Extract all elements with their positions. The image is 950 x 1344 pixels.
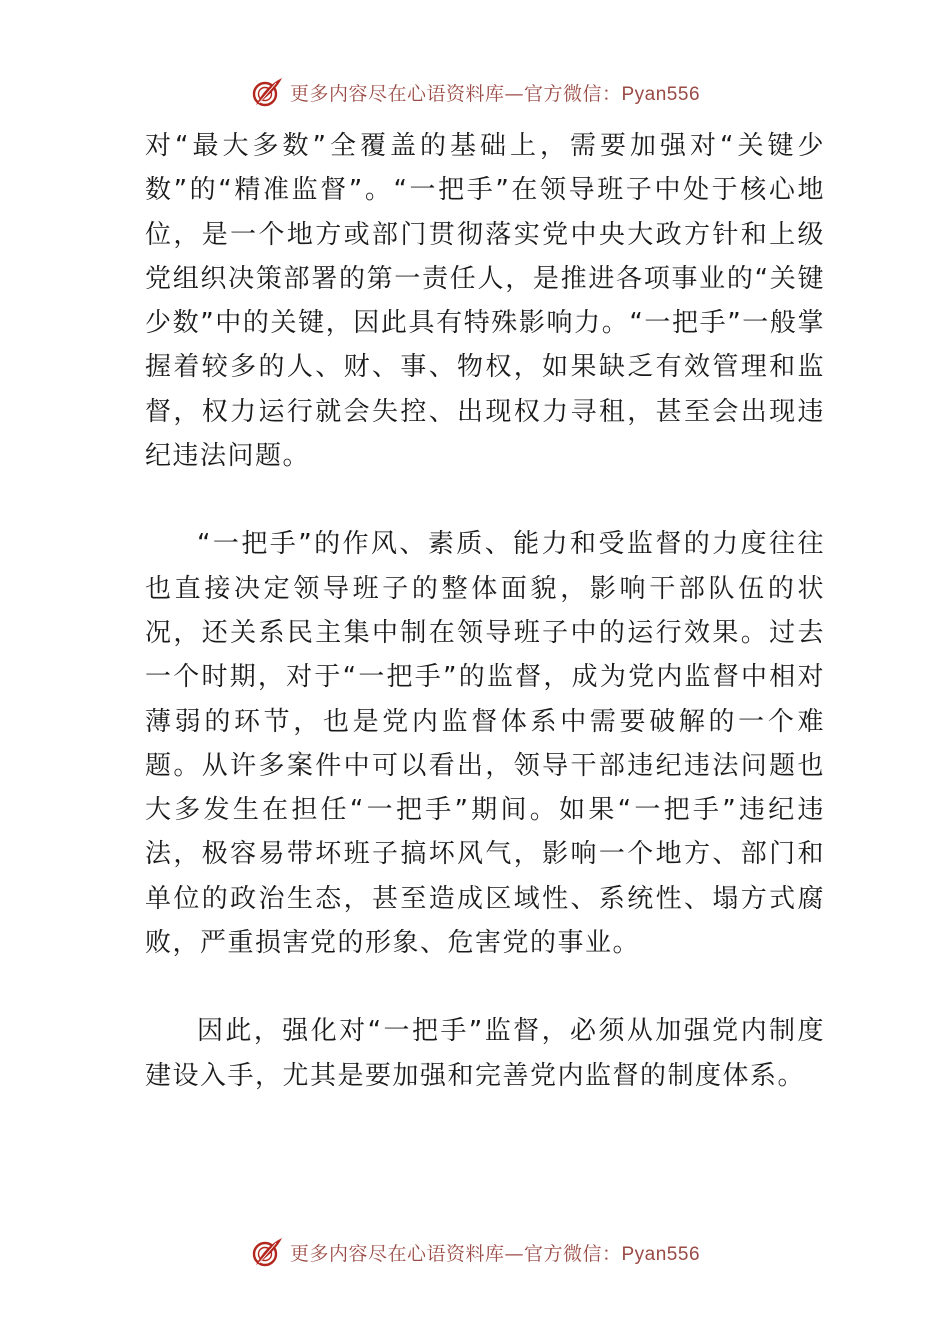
document-body <box>145 124 825 1098</box>
paragraph-3: 因此，强化对“一把手”监督，必须从加强党内制度建设入手，尤其是要加强和完善党内监督的制度体系。 <box>145 1016 825 1091</box>
quill-pen-logo-icon <box>250 1235 284 1269</box>
footer-banner <box>0 1232 950 1272</box>
footer-banner-text: 更多内容尽在心语资料库—官方微信：Pyan556 <box>289 1242 701 1265</box>
header-wechat-id: Pyan556 <box>621 83 701 105</box>
header-banner <box>0 72 950 112</box>
paragraph-1: 对“最大多数”全覆盖的基础上，需要加强对“关键少数”的“精准监督”。“一把手”在领导班子中处于核心地位，是一个地方或部门贯彻落实党中央大政方针和上级党组织决策部署的第一责任人，是推进各项事业的“关键少数”中的关键，因此具有特殊影响力。“一把手”一般掌握着较多的人、财、事、物权，如果缺乏有效管理和监督，权力运行就会失控、出现权力寻租，甚至会出现违纪违法问题。 <box>145 131 825 472</box>
paragraph-2: “一把手”的作风、素质、能力和受监督的力度往往也直接决定领导班子的整体面貌，影响干部队伍的状况，还关系民主集中制在领导班子中的运行效果。过去一个时期，对于“一把手”的监督，成为党内监督中相对薄弱的环节，也是党内监督体系中需要破解的一个难题。从许多案件中可以看出，领导干部违纪违法问题也大多发生在担任“一把手”期间。如果“一把手”违纪违法，极容易带坏班子搞坏风气，影响一个地方、部门和单位的政治生态，甚至造成区域性、系统性、塌方式腐败，严重损害党的形象、危害党的事业。 <box>145 529 825 959</box>
footer-wechat-id: Pyan556 <box>621 1243 701 1265</box>
quill-pen-logo-icon <box>250 75 284 109</box>
header-banner-text: 更多内容尽在心语资料库—官方微信：Pyan556 <box>289 82 701 105</box>
